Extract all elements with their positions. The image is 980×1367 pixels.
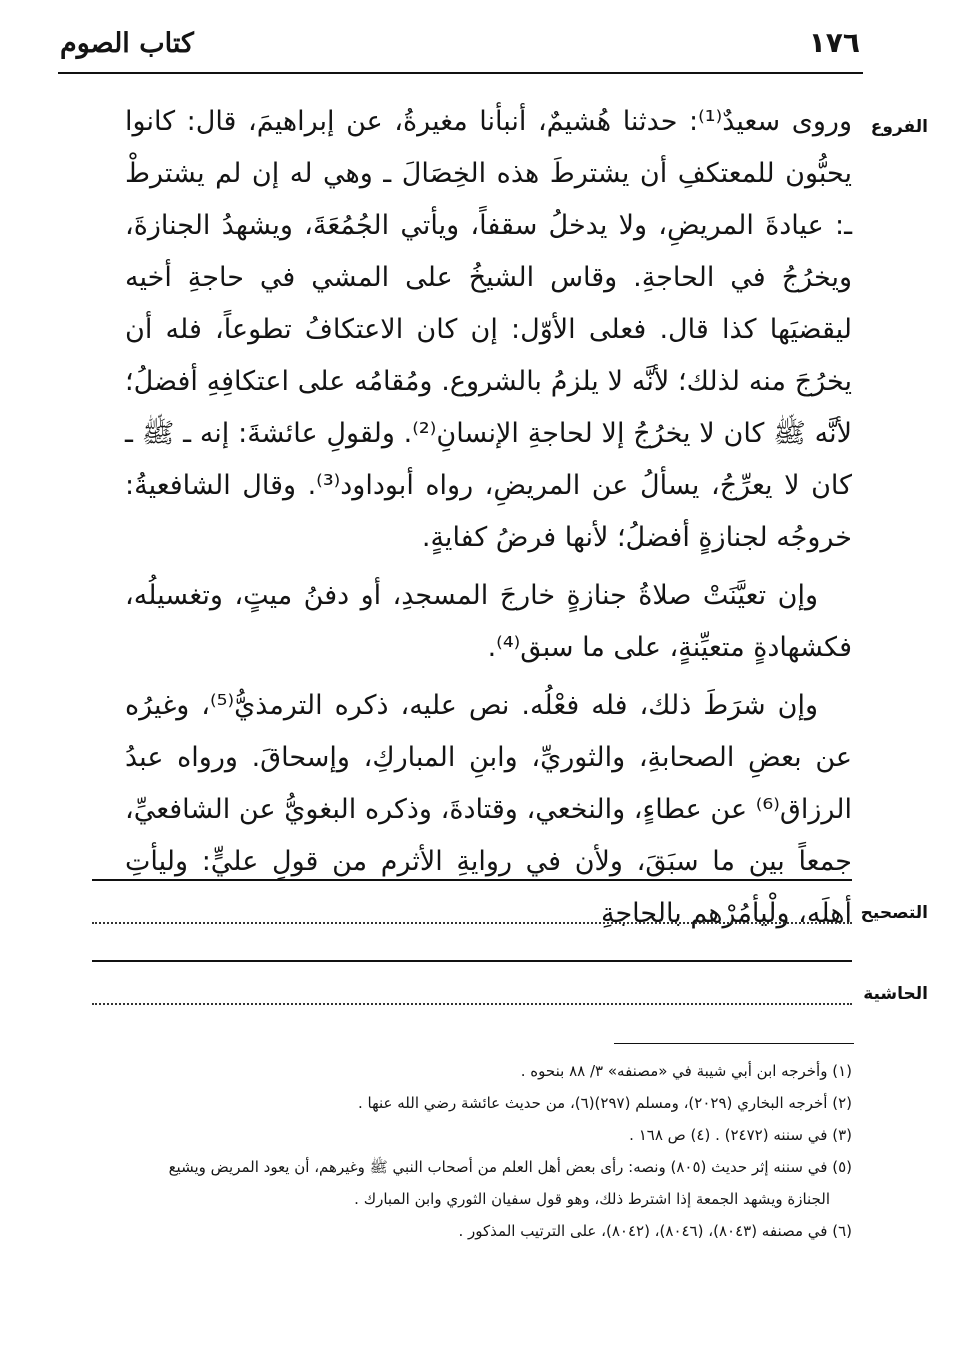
- header-rule: [58, 72, 863, 74]
- footnote: (٢) أخرجه البخاري (٢٠٢٩)، ومسلم (٢٩٧)(٦)، من حديث عائشة رضي الله عنها .: [357, 1094, 852, 1112]
- footnotes: [125, 1055, 852, 1247]
- paragraph: وإن تعيَّنَتْ صلاةُ جنازةٍ خارجَ المسجدِ، أو دفنُ ميتٍ، وتغسيلُه، فكشهادةٍ متعيِّنةٍ، على ما سبق⁽⁴⁾.: [125, 580, 852, 663]
- page-number: ١٧٦: [808, 26, 860, 59]
- page-header: [60, 26, 860, 70]
- paragraph: وإن شرَطَ ذلك، فله فعْلُه. نص عليه، ذكره الترمذيُّ⁽⁵⁾، وغيرُه عن بعضِ الصحابةِ، والثوريِّ، وابنِ المباركِ، وإسحاقَ. ورواه عبدُ الرزاق⁽⁶⁾ عن عطاءٍ، والنخعي، وقتادةَ، وذكره البغويُّ عن الشافعيِّ، جمعاً بين ما سبَقَ، ولأن في روايةِ الأثرم من قولِ عليٍّ: وليأتِ أهلَه، ولْيأمُرْهم بالحاجةِ: [125, 690, 852, 929]
- chapter-title: كتاب الصوم: [60, 28, 194, 59]
- footnote: (٥) في سننه إثر حديث (٨٠٥) ونصه: رأى بعض أهل العلم من أصحاب النبي ﷺ وغيرهم، أن يعود المريض ويشيع: [168, 1158, 852, 1176]
- margin-label-hashiya: الحاشية: [863, 984, 928, 1004]
- footnote: (١) وأخرجه ابن أبي شيبة في «مصنفه» ٣/ ٨٨ بنحوه .: [520, 1062, 852, 1080]
- hashiya-dotted-line: [92, 1003, 852, 1005]
- footnote: (٦) في مصنفه (٨٠٤٣)، (٨٠٤٦)، (٨٠٤٢)، على الترتيب المذكور .: [458, 1222, 852, 1240]
- margin-label-tashih: التصحيح: [860, 903, 928, 923]
- paragraph: وروى سعيدٌ⁽¹⁾: حدثنا هُشيمٌ، أنبأنا مغيرةُ، عن إبراهيمَ، قال: كانوا يحبُّون للمعتكفِ أن يشترطَ هذه الخِصَالَ ـ وهي له إن لم يشترطْ ـ: عيادةَ المريضِ، ولا يدخلُ سقفاً، ويأتي الجُمُعَةَ، ويشهدُ الجنازةَ، ويخرُجُ في الحاجةِ. وقاس الشيخُ على المشي في حاجةِ أخيه ليقضيَها كذا قال. فعلى الأوّل: إن كان الاعتكافُ تطوعاً، فله أن يخرُجَ منه لذلك؛ لأنَّه لا يلزمُ بالشروع. ومُقامُه على اعتكافِهِ أفضلُ؛ لأنَّه ﷺ كان لا يخرُجُ إلا لحاجةِ الإنسانِ⁽²⁾. ولقولِ عائشةَ: إنه ـ ﷺ ـ كان لا يعرِّجُ، يسألُ عن المريضِ، رواه أبوداود⁽³⁾. وقال الشافعيةُ: خروجُه لجنازةٍ أفضلُ؛ لأنها فرضُ كفايةٍ.: [125, 106, 853, 553]
- main-text: [125, 96, 852, 946]
- footnote-separator: [614, 1043, 854, 1044]
- margin-label-furu: الفروع: [870, 117, 928, 137]
- tashih-dotted-line: [92, 922, 852, 924]
- footnote-continuation: الجنازة ويشهد الجمعة إذا اشترط ذلك، وهو قول سفيان الثوري وابن المبارك .: [354, 1190, 830, 1208]
- footnote: (٣) في سننه (٢٤٧٢) . (٤) ص ١٦٨ .: [629, 1126, 852, 1144]
- section-divider: [92, 879, 852, 881]
- section-divider: [92, 960, 852, 962]
